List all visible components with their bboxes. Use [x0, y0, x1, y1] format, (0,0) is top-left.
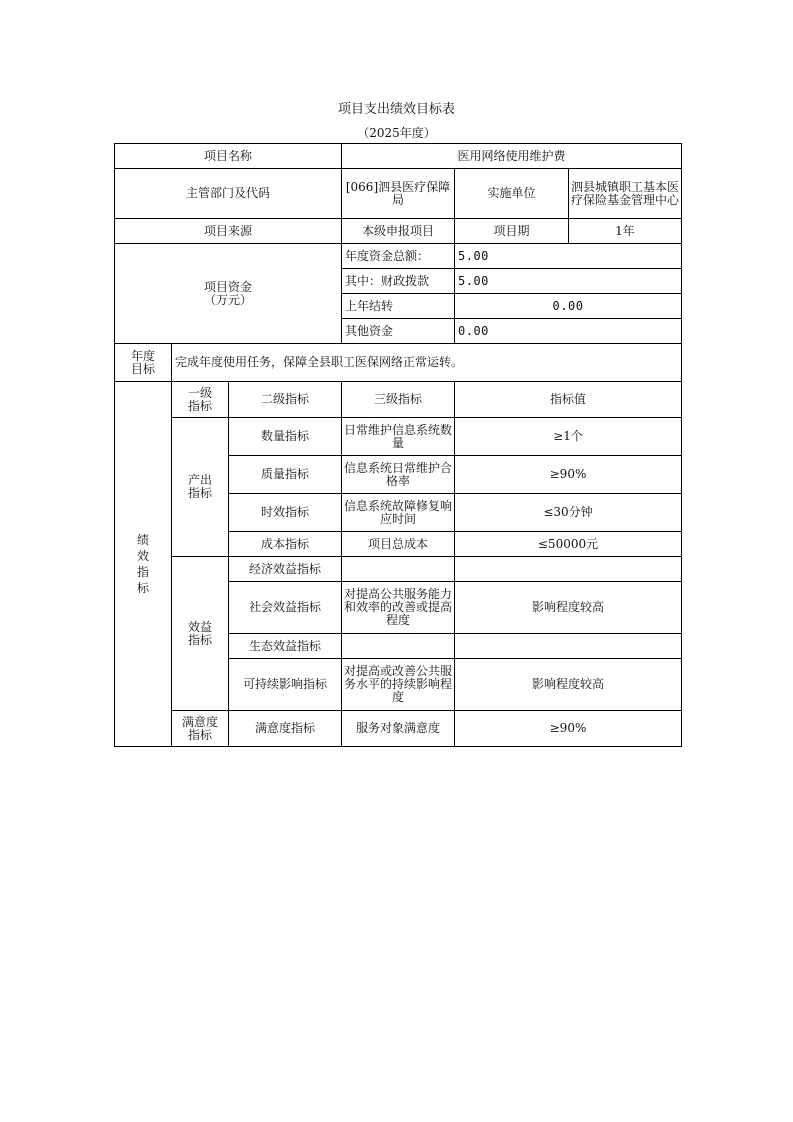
project-name-label: 项目名称 — [115, 144, 342, 169]
indicators-section-text: 绩效指标 — [136, 533, 149, 595]
annual-goal-label — [115, 344, 172, 382]
department-label: 主管部门及代码 — [115, 169, 342, 219]
level2-cell: 成本指标 — [229, 532, 342, 557]
project-period-value: 1年 — [569, 219, 682, 244]
level2-cell: 数量指标 — [229, 418, 342, 456]
value-cell — [455, 634, 682, 659]
header-level1: 一级指标 — [172, 382, 229, 418]
level2-cell: 经济效益指标 — [229, 557, 342, 582]
output-indicator-label: 产出指标 — [172, 418, 229, 557]
row-project-name — [115, 144, 682, 169]
level2-cell: 社会效益指标 — [229, 582, 342, 634]
level2-cell: 时效指标 — [229, 494, 342, 532]
level3-cell: 对提高公共服务能力和效率的改善或提高程度 — [342, 582, 455, 634]
annual-goal-label-line2: 目标 — [130, 361, 155, 376]
value-cell: ≥90% — [455, 711, 682, 747]
benefit-indicator-label: 效益指标 — [172, 557, 229, 711]
level3-cell: 服务对象满意度 — [342, 711, 455, 747]
level3-cell: 日常维护信息系统数量 — [342, 418, 455, 456]
annual-goal-label-line1: 年度 — [130, 348, 155, 363]
funds-label — [115, 244, 342, 344]
value-cell: ≤30分钟 — [455, 494, 682, 532]
row-department — [115, 169, 682, 219]
row-annual-goal — [115, 344, 682, 382]
indicators-section-label — [115, 382, 172, 747]
implementing-unit-label: 实施单位 — [455, 169, 569, 219]
funds-label-line2: （万元） — [203, 292, 252, 307]
level2-cell: 生态效益指标 — [229, 634, 342, 659]
level3-cell: 信息系统故障修复响应时间 — [342, 494, 455, 532]
page-subtitle: （2025年度） — [357, 126, 436, 140]
level3-cell: 项目总成本 — [342, 532, 455, 557]
table-row — [115, 418, 682, 456]
header-level2: 二级指标 — [229, 382, 342, 418]
satisfaction-indicator-label: 满意度指标 — [172, 711, 229, 747]
funds-label-line1: 项目资金 — [203, 279, 252, 294]
table-row — [115, 557, 682, 582]
project-period-label: 项目期 — [455, 219, 569, 244]
row-indicator-header — [115, 382, 682, 418]
department-value: [066]泗县医疗保障局 — [342, 169, 455, 219]
value-cell: 影响程度较高 — [455, 582, 682, 634]
project-name-value: 医用网络使用维护费 — [342, 144, 682, 169]
level2-cell: 可持续影响指标 — [229, 659, 342, 711]
level3-cell — [342, 634, 455, 659]
page-title: 项目支出绩效目标表 — [337, 102, 455, 117]
funds-other-value: 0.00 — [455, 319, 682, 344]
project-source-label: 项目来源 — [115, 219, 342, 244]
level3-cell — [342, 557, 455, 582]
implementing-unit-value: 泗县城镇职工基本医疗保险基金管理中心 — [569, 169, 682, 219]
row-funds-total — [115, 244, 682, 269]
value-cell: ≤50000元 — [455, 532, 682, 557]
value-cell: ≥90% — [455, 456, 682, 494]
row-source — [115, 219, 682, 244]
funds-total-label: 年度资金总额： — [342, 244, 455, 269]
value-cell: ≥1个 — [455, 418, 682, 456]
annual-goal-text: 完成年度使用任务，保障全县职工医保网络正常运转。 — [172, 344, 682, 382]
performance-table — [114, 143, 682, 747]
value-cell: 影响程度较高 — [455, 659, 682, 711]
level2-cell: 满意度指标 — [229, 711, 342, 747]
project-source-value: 本级申报项目 — [342, 219, 455, 244]
header-value: 指标值 — [455, 382, 682, 418]
table-row — [115, 711, 682, 747]
header-level3: 三级指标 — [342, 382, 455, 418]
funds-total-value: 5.00 — [455, 244, 682, 269]
level3-cell: 对提高或改善公共服务水平的持续影响程度 — [342, 659, 455, 711]
funds-other-label: 其他资金 — [342, 319, 455, 344]
funds-carryover-value: 0.00 — [455, 294, 682, 319]
funds-fiscal-value: 5.00 — [455, 269, 682, 294]
level2-cell: 质量指标 — [229, 456, 342, 494]
value-cell — [455, 557, 682, 582]
funds-fiscal-label: 其中：财政拨款 — [342, 269, 455, 294]
funds-carryover-label: 上年结转 — [342, 294, 455, 319]
level3-cell: 信息系统日常维护合格率 — [342, 456, 455, 494]
